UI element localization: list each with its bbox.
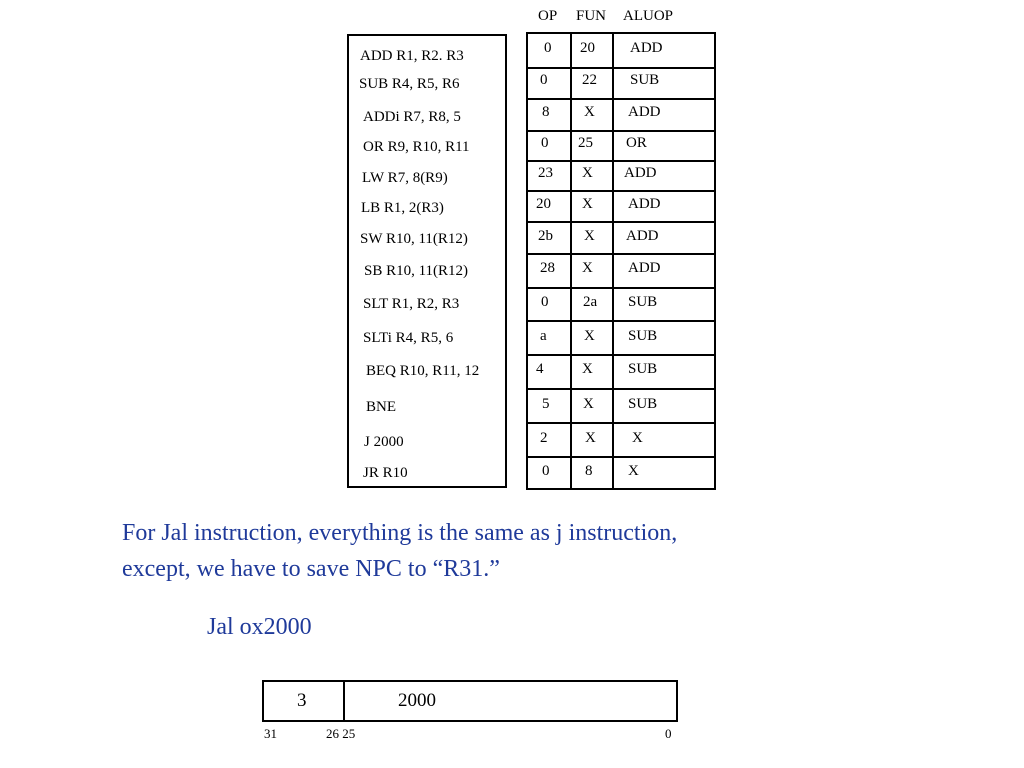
aluop-cell: SUB bbox=[628, 328, 658, 344]
op-cell: 5 bbox=[542, 396, 550, 412]
op-cell: 8 bbox=[542, 104, 550, 120]
op-cell: 20 bbox=[536, 196, 551, 212]
instruction-item: JR R10 bbox=[363, 465, 408, 481]
bit-label-31: 31 bbox=[264, 726, 277, 741]
aluop-cell: OR bbox=[626, 135, 647, 151]
instruction-item: SW R10, 11(R12) bbox=[360, 231, 468, 247]
instruction-item: BNE bbox=[366, 399, 396, 415]
op-cell: a bbox=[540, 328, 547, 344]
row-divider bbox=[528, 388, 714, 390]
op-fun-divider bbox=[570, 34, 572, 488]
instruction-item: SB R10, 11(R12) bbox=[364, 263, 469, 279]
note-line-1: For Jal instruction, everything is the same as j instruction, bbox=[122, 520, 678, 546]
header-fun: FUN bbox=[576, 8, 607, 24]
row-divider bbox=[528, 253, 714, 255]
header-op: OP bbox=[538, 8, 558, 24]
fun-cell: X bbox=[584, 328, 595, 344]
row-divider bbox=[528, 221, 714, 223]
jal-label: Jal ox2000 bbox=[207, 614, 312, 640]
fun-aluop-divider bbox=[612, 34, 614, 488]
aluop-cell: ADD bbox=[628, 104, 661, 120]
instruction-item: ADD R1, R2. R3 bbox=[360, 48, 464, 64]
row-divider bbox=[528, 287, 714, 289]
fun-cell: X bbox=[582, 361, 593, 377]
bit-label-26-25: 26 25 bbox=[326, 726, 356, 741]
op-cell: 2 bbox=[540, 430, 548, 446]
instruction-item: SLT R1, R2, R3 bbox=[363, 296, 460, 312]
aluop-cell: SUB bbox=[630, 72, 660, 88]
jal-field-divider bbox=[343, 682, 345, 720]
instruction-item: BEQ R10, R11, 12 bbox=[366, 363, 480, 379]
aluop-cell: ADD bbox=[626, 228, 659, 244]
op-cell: 0 bbox=[542, 463, 550, 479]
aluop-cell: SUB bbox=[628, 294, 658, 310]
fun-cell: 25 bbox=[578, 135, 593, 151]
instruction-item: SUB R4, R5, R6 bbox=[359, 76, 460, 92]
fun-cell: X bbox=[585, 430, 596, 446]
instruction-item: ADDi R7, R8, 5 bbox=[363, 109, 461, 125]
aluop-cell: X bbox=[628, 463, 639, 479]
bit-label-0: 0 bbox=[665, 726, 672, 741]
fun-cell: 2a bbox=[583, 294, 598, 310]
header-aluop: ALUOP bbox=[623, 8, 674, 24]
row-divider bbox=[528, 320, 714, 322]
row-divider bbox=[528, 422, 714, 424]
fun-cell: X bbox=[584, 228, 595, 244]
fun-cell: X bbox=[582, 196, 593, 212]
op-cell: 0 bbox=[541, 135, 549, 151]
op-cell: 0 bbox=[540, 72, 548, 88]
op-cell: 4 bbox=[536, 361, 544, 377]
instruction-item: LW R7, 8(R9) bbox=[362, 170, 448, 186]
opcode-table bbox=[526, 32, 716, 490]
fun-cell: 8 bbox=[585, 463, 593, 479]
fun-cell: 20 bbox=[580, 40, 595, 56]
aluop-cell: ADD bbox=[630, 40, 663, 56]
instruction-item: SLTi R4, R5, 6 bbox=[363, 330, 454, 346]
fun-cell: X bbox=[584, 104, 595, 120]
aluop-cell: X bbox=[632, 430, 643, 446]
aluop-cell: SUB bbox=[628, 361, 658, 377]
jal-opcode-field: 3 bbox=[297, 690, 307, 711]
row-divider bbox=[528, 98, 714, 100]
row-divider bbox=[528, 456, 714, 458]
note-line-2: except, we have to save NPC to “R31.” bbox=[122, 556, 500, 582]
row-divider bbox=[528, 130, 714, 132]
jal-format-box bbox=[262, 680, 678, 722]
aluop-cell: ADD bbox=[624, 165, 657, 181]
row-divider bbox=[528, 190, 714, 192]
row-divider bbox=[528, 67, 714, 69]
row-divider bbox=[528, 160, 714, 162]
jal-address-field: 2000 bbox=[398, 690, 436, 711]
aluop-cell: SUB bbox=[628, 396, 658, 412]
aluop-cell: ADD bbox=[628, 196, 661, 212]
row-divider bbox=[528, 354, 714, 356]
instruction-item: LB R1, 2(R3) bbox=[361, 200, 444, 216]
op-cell: 23 bbox=[538, 165, 553, 181]
instruction-list bbox=[347, 34, 507, 488]
op-cell: 28 bbox=[540, 260, 555, 276]
op-cell: 0 bbox=[541, 294, 549, 310]
fun-cell: X bbox=[582, 165, 593, 181]
fun-cell: X bbox=[582, 260, 593, 276]
instruction-item: J 2000 bbox=[364, 434, 404, 450]
op-cell: 2b bbox=[538, 228, 553, 244]
aluop-cell: ADD bbox=[628, 260, 661, 276]
fun-cell: X bbox=[583, 396, 594, 412]
instruction-item: OR R9, R10, R11 bbox=[363, 139, 470, 155]
op-cell: 0 bbox=[544, 40, 552, 56]
fun-cell: 22 bbox=[582, 72, 597, 88]
